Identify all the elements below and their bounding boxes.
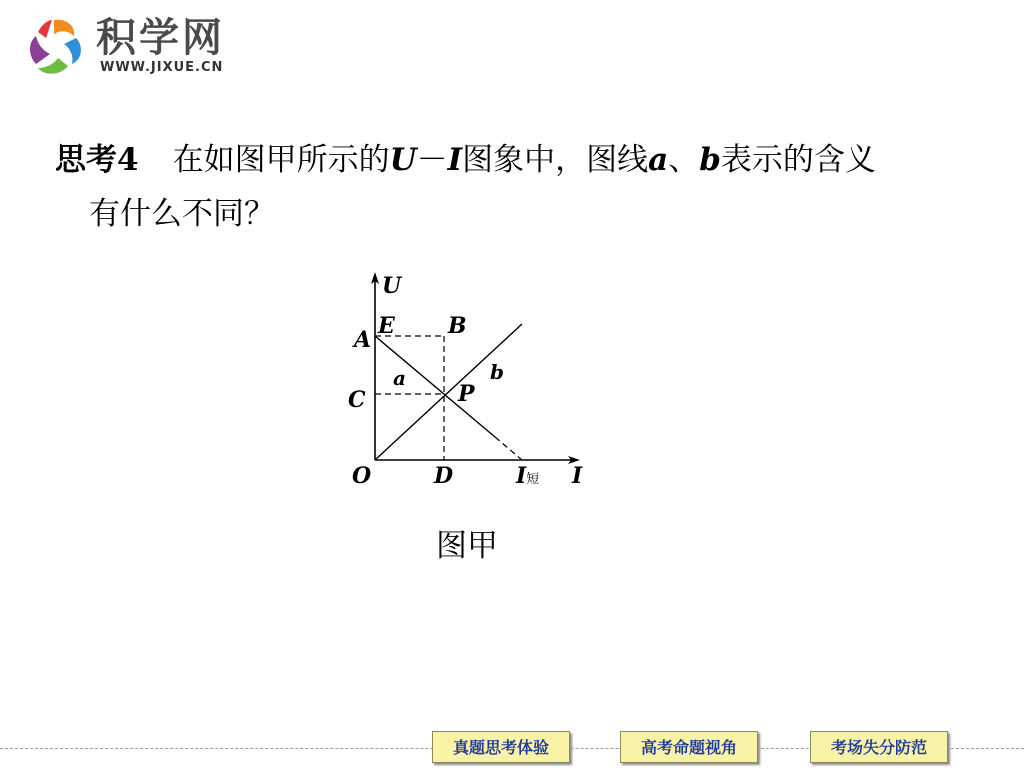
ui-graph-figure bbox=[330, 262, 610, 498]
i-short-subscript: 短 bbox=[526, 472, 540, 487]
line-b bbox=[375, 324, 522, 460]
site-logo bbox=[24, 14, 264, 80]
label-c: C bbox=[348, 387, 366, 413]
question-line-2: 有什么不同？ bbox=[89, 196, 275, 232]
question-text-3: 表示的含义 bbox=[720, 142, 876, 178]
label-line-a: a bbox=[393, 366, 406, 390]
var-a: a bbox=[648, 142, 669, 178]
logo-url: WWW.JIXUE.CN bbox=[100, 60, 224, 75]
label-d: D bbox=[434, 463, 454, 489]
question-line-1 bbox=[55, 138, 985, 182]
figure-caption: 图甲 bbox=[436, 528, 498, 564]
question-text-1: 在如图甲所示的 bbox=[172, 142, 390, 178]
line-a-extension bbox=[495, 437, 522, 460]
label-a-point: A bbox=[354, 327, 372, 353]
var-i: I bbox=[447, 142, 463, 178]
i-short-main: I bbox=[516, 463, 527, 489]
label-u: U bbox=[382, 273, 402, 299]
nav-button-error-prevention[interactable]: 考场失分防范 bbox=[810, 731, 948, 763]
question-text-2: 图象中，图线 bbox=[462, 142, 649, 178]
label-o: O bbox=[352, 463, 372, 489]
ui-graph bbox=[330, 262, 610, 498]
label-p: P bbox=[458, 381, 475, 407]
question-block bbox=[55, 138, 985, 236]
question-label: 思考4 bbox=[55, 142, 139, 178]
label-line-b: b bbox=[490, 360, 504, 384]
label-e: E bbox=[378, 313, 395, 339]
logo-mark-icon bbox=[24, 16, 88, 78]
dash: － bbox=[416, 142, 448, 178]
var-u: U bbox=[389, 142, 417, 178]
nav-button-real-exam[interactable]: 真题思考体验 bbox=[432, 731, 570, 763]
nav-button-exam-perspective[interactable]: 高考命题视角 bbox=[620, 731, 758, 763]
label-i-short bbox=[516, 464, 539, 492]
separator: 、 bbox=[668, 142, 700, 178]
var-b: b bbox=[699, 142, 721, 178]
logo-title: 积学网 bbox=[96, 15, 225, 61]
label-b-point: B bbox=[448, 313, 467, 339]
label-i-axis: I bbox=[572, 463, 583, 489]
